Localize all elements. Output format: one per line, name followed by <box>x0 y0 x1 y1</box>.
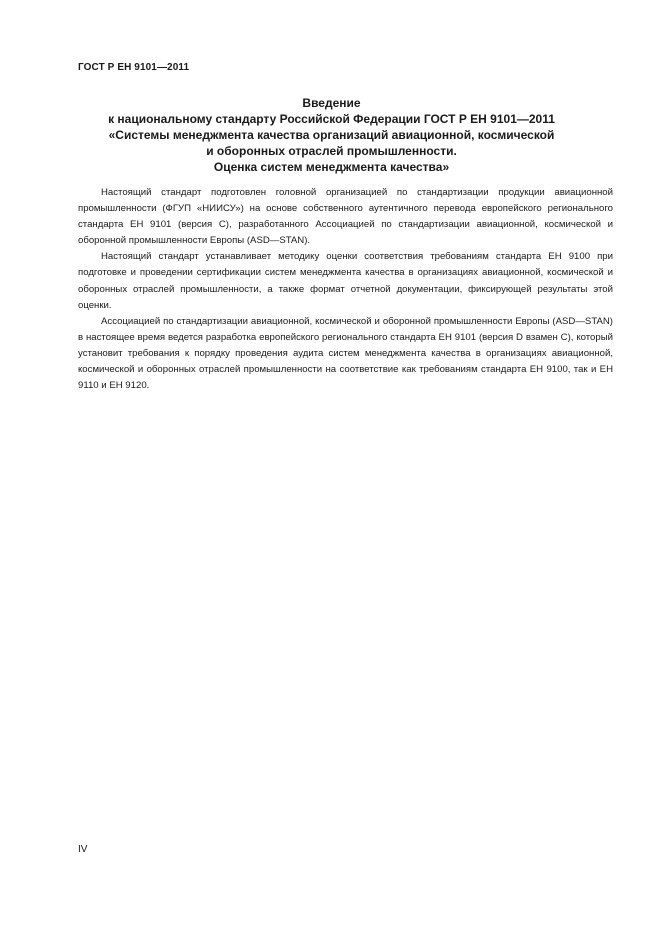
body-text <box>78 185 613 394</box>
document-code-header: ГОСТ Р ЕН 9101—2011 <box>78 62 190 73</box>
paragraph: Ассоциацией по стандартизации авиационной, космической и оборонной промышленности Европы (ASD—STAN) в настоящее время ведется разработка европейского регионального стандарта ЕН 9101 (версия D взамен С), который установит требования к порядку проведения аудита систем менеджмента качества в организациях авиационной, космической и оборонных отраслей промышленности на соответствие как требованиям стандарта ЕН 9100, так и ЕН 9110 и ЕН 9120. <box>78 315 613 392</box>
section-title <box>78 95 585 175</box>
title-line-name-part3: Оценка систем менеджмента качества» <box>213 160 450 174</box>
title-line-name-part1: «Системы менеджмента качества организаций авиационной, космической <box>108 128 555 142</box>
title-line-introduction: Введение <box>302 96 361 110</box>
paragraph: Настоящий стандарт устанавливает методику оценки соответствия требованиям стандарта ЕН 9100 при подготовке и проведении сертификации систем менеджмента качества в организациях авиационной, космической и оборонных отраслей промышленности, а также формат отчетной документации, фиксирующей результаты этой оценки. <box>78 251 613 311</box>
title-line-name-part2: и оборонных отраслей промышленности. <box>206 144 457 158</box>
paragraph: Настоящий стандарт подготовлен головной организацией по стандартизации продукции авиационной промышленности (ФГУП «НИИСУ») на основе собственного аутентичного перевода европейского регионального стандарта ЕН 9101 (версия С), разработанного Ассоциацией по стандартизации авиационной, космической и оборонной промышленности Европы (ASD—STAN). <box>78 187 613 247</box>
page-number: IV <box>78 844 88 855</box>
title-line-standard: к национальному стандарту Российской Федерации ГОСТ Р ЕН 9101—2011 <box>108 112 555 126</box>
